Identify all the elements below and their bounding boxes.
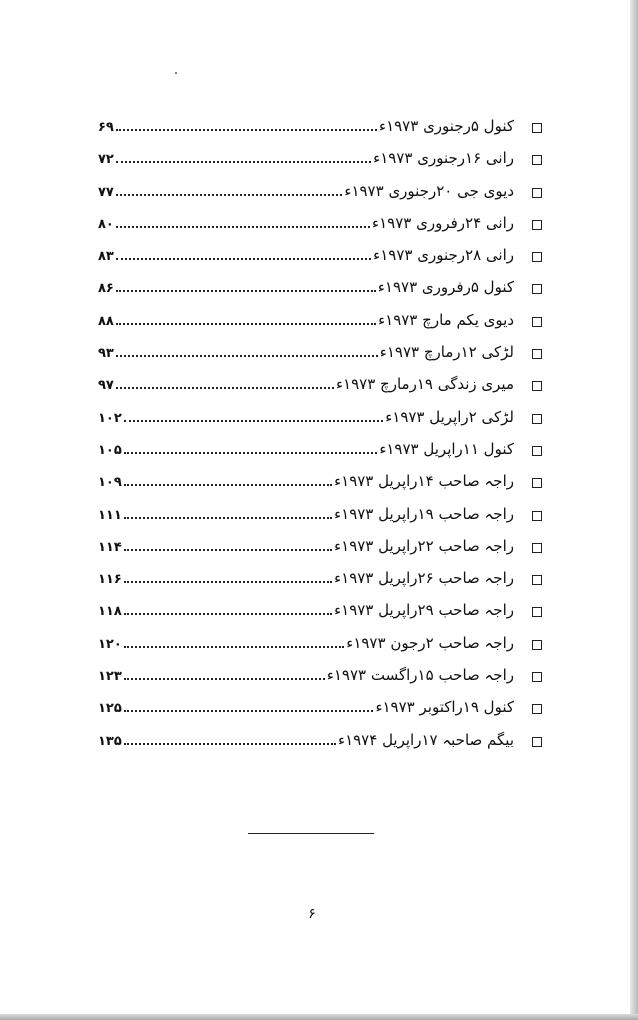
page-edge-shadow [630, 0, 638, 1020]
toc-entry-line [98, 471, 514, 493]
toc-entry-line [98, 665, 514, 687]
toc-entry-line [98, 697, 514, 719]
toc-entry [98, 144, 542, 176]
toc-entry-line [98, 245, 514, 267]
toc-entry-page: ۱۱۱ [98, 507, 122, 523]
toc-entry-page: ۱۳۵ [98, 733, 122, 749]
toc-entry [98, 500, 542, 532]
toc-entry-title: کنول ۵رفروری ۱۹۷۳ء [377, 278, 514, 297]
toc-entry [98, 435, 542, 467]
page-bottom-shadow [0, 1014, 638, 1020]
toc-entry-title: بیگم صاحبہ ۱۷راپریل ۱۹۷۴ء [338, 730, 514, 749]
toc-entry-line [98, 277, 514, 299]
toc-entry-title: راجہ صاحب ۱۵راگست ۱۹۷۳ء [326, 666, 514, 685]
toc-entry-page: ۸۶ [98, 281, 114, 297]
dot-leader [116, 257, 371, 260]
toc-entry [98, 596, 542, 628]
bullet-square-icon [532, 672, 542, 682]
bullet-square-icon [532, 446, 542, 456]
bullet-square-icon [532, 317, 542, 327]
bullet-square-icon [532, 381, 542, 391]
toc-entry-line [98, 148, 514, 170]
scan-speck [175, 72, 177, 74]
footer-rule [248, 833, 374, 834]
toc-entry-page: ۱۱۴ [98, 539, 122, 555]
dot-leader [124, 709, 374, 712]
toc-entry-page: ۸۸ [98, 313, 114, 329]
toc-entry-page: ۸۰ [98, 216, 114, 232]
toc-entry [98, 726, 542, 758]
toc-entry-title: راجہ صاحب ۱۹راپریل ۱۹۷۳ء [334, 504, 514, 523]
dot-leader [124, 451, 378, 454]
toc-entry-line [98, 310, 514, 332]
dot-leader [116, 225, 370, 228]
bullet-square-icon [532, 349, 542, 359]
toc-entry-page: ۱۰۹ [98, 475, 122, 491]
bullet-square-icon [532, 414, 542, 424]
dot-leader [124, 548, 332, 551]
toc-entry-page: ۱۲۳ [98, 669, 122, 685]
dot-leader [124, 580, 332, 583]
toc-entry-line [98, 407, 514, 429]
toc-entry-page: ۷۷ [98, 184, 114, 200]
toc-entry [98, 241, 542, 273]
bullet-square-icon [532, 284, 542, 294]
toc-entry [98, 209, 542, 241]
table-of-contents [98, 112, 542, 758]
toc-entry-page: ۶۹ [98, 120, 114, 135]
toc-entry-line [98, 504, 514, 526]
bullet-square-icon [532, 640, 542, 650]
dot-leader [116, 193, 343, 196]
toc-entry-line [98, 439, 514, 461]
toc-entry-line [98, 568, 514, 590]
toc-entry-title: راجہ صاحب ۲۹راپریل ۱۹۷۳ء [334, 601, 514, 620]
toc-entry-page: ۸۳ [98, 249, 114, 265]
toc-entry-line [98, 116, 514, 138]
toc-entry-line [98, 374, 514, 396]
toc-entry-title: کنول ۱۱راپریل ۱۹۷۳ء [379, 439, 514, 458]
toc-entry [98, 177, 542, 209]
toc-entry-page: ۱۰۲ [98, 410, 122, 426]
toc-entry-title: لڑکی ۲راپریل ۱۹۷۳ء [385, 407, 514, 426]
toc-entry-page: ۱۲۰ [98, 636, 122, 652]
dot-leader [116, 386, 334, 389]
bullet-square-icon [532, 543, 542, 553]
bullet-square-icon [532, 252, 542, 262]
toc-entry-title: راجہ صاحب ۲۶راپریل ۱۹۷۳ء [334, 569, 514, 588]
toc-entry [98, 403, 542, 435]
toc-entry [98, 112, 542, 144]
toc-entry-page: ۹۳ [98, 346, 114, 362]
toc-entry-line [98, 342, 514, 364]
toc-entry-title: رانی ۱۶رجنوری ۱۹۷۳ء [373, 149, 514, 168]
toc-entry [98, 338, 542, 370]
toc-entry-title: راجہ صاحب ۱۴راپریل ۱۹۷۳ء [334, 472, 514, 491]
toc-entry [98, 306, 542, 338]
toc-entry [98, 370, 542, 402]
toc-entry-page: ۱۲۵ [98, 701, 122, 717]
bullet-square-icon [532, 607, 542, 617]
toc-entry-line [98, 633, 514, 655]
bullet-square-icon [532, 188, 542, 198]
bullet-square-icon [532, 704, 542, 714]
toc-entry-title: راجہ صاحب ۲۲راپریل ۱۹۷۳ء [334, 536, 514, 555]
toc-entry-page: ۱۰۵ [98, 442, 122, 458]
toc-entry [98, 273, 542, 305]
dot-leader [124, 677, 325, 680]
dot-leader [124, 516, 332, 519]
toc-entry-title: لڑکی ۱۲رمارچ ۱۹۷۳ء [379, 343, 514, 362]
dot-leader [124, 742, 336, 745]
toc-entry-line [98, 600, 514, 622]
toc-entry-title: کنول ۵رجنوری ۱۹۷۳ء [379, 117, 514, 135]
toc-entry-page: ۹۷ [98, 378, 114, 394]
dot-leader [124, 612, 332, 615]
dot-leader [124, 483, 332, 486]
toc-entry-title: دیوی جی ۲۰رجنوری ۱۹۷۳ء [344, 181, 514, 200]
toc-entry [98, 532, 542, 564]
dot-leader [124, 419, 383, 422]
toc-entry-title: میری زندگی ۱۹رمارچ ۱۹۷۳ء [335, 375, 514, 394]
dot-leader [116, 128, 377, 131]
toc-entry-title: رانی ۲۴رفروری ۱۹۷۳ء [372, 213, 514, 232]
bullet-square-icon [532, 511, 542, 521]
dot-leader [116, 289, 376, 292]
dot-leader [116, 160, 371, 163]
dot-leader [116, 322, 376, 325]
toc-entry [98, 661, 542, 693]
toc-entry-line [98, 536, 514, 558]
dot-leader [124, 645, 344, 648]
toc-entry-line [98, 730, 514, 752]
bullet-square-icon [532, 220, 542, 230]
toc-entry-page: ۱۱۸ [98, 604, 122, 620]
toc-entry-title: رانی ۲۸رجنوری ۱۹۷۳ء [373, 246, 514, 265]
bullet-square-icon [532, 478, 542, 488]
bullet-square-icon [532, 155, 542, 165]
dot-leader [116, 354, 378, 357]
toc-entry [98, 629, 542, 661]
toc-entry-title: دیوی یکم مارچ ۱۹۷۳ء [378, 310, 514, 329]
toc-entry-page: ۱۱۶ [98, 572, 122, 588]
toc-entry [98, 564, 542, 596]
bullet-square-icon [532, 123, 542, 133]
toc-entry-title: کنول ۱۹راکتوبر ۱۹۷۳ء [375, 698, 514, 717]
toc-entry [98, 693, 542, 725]
toc-entry-title: راجہ صاحب ۲رجون ۱۹۷۳ء [346, 633, 514, 652]
toc-entry-page: ۷۲ [98, 152, 114, 168]
bullet-square-icon [532, 737, 542, 747]
toc-entry-line [98, 213, 514, 235]
toc-entry-line [98, 181, 514, 203]
bullet-square-icon [532, 575, 542, 585]
toc-entry [98, 467, 542, 499]
page-number: ۶ [308, 906, 316, 922]
